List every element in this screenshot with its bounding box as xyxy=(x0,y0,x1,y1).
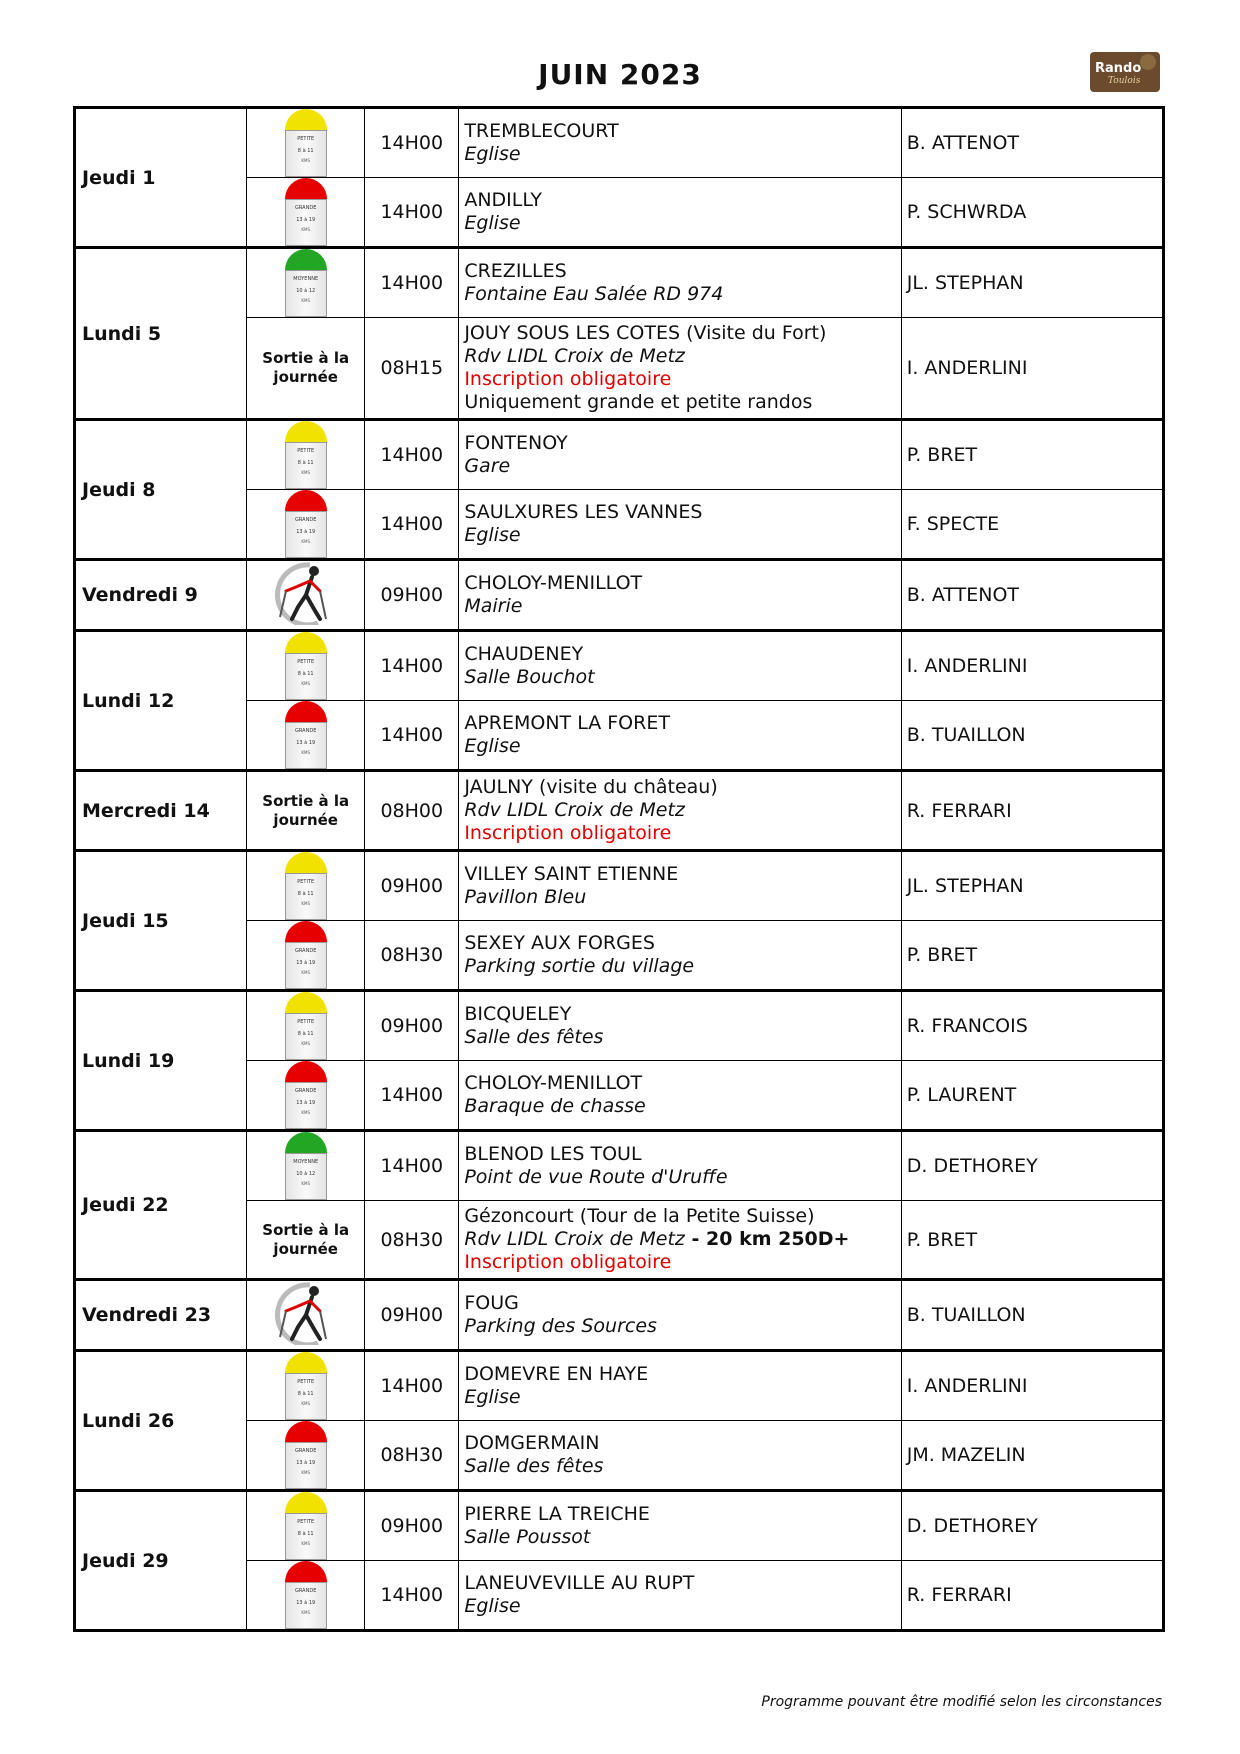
guide-cell: B. ATTENOT xyxy=(901,108,1163,178)
milestone-grande-icon xyxy=(285,921,327,989)
place-cell xyxy=(459,1280,901,1351)
meeting-location xyxy=(464,283,896,306)
meeting-location-text: Salle Poussot xyxy=(464,1526,591,1548)
meeting-location-text: Salle Bouchot xyxy=(464,666,595,688)
meeting-location-text: Salle des fêtes xyxy=(464,1455,604,1477)
place-cell xyxy=(459,921,901,991)
place-name: BICQUELEY xyxy=(464,1003,572,1025)
guide-cell: R. FERRARI xyxy=(901,771,1163,851)
distance-elevation: 20 km 250D+ xyxy=(706,1228,850,1250)
level-icon-cell xyxy=(247,1351,365,1421)
time-cell: 14H00 xyxy=(365,701,459,771)
time-cell: 09H00 xyxy=(365,991,459,1061)
sortie-line-1: Sortie à la xyxy=(262,349,350,367)
place-name: LANEUVEVILLE AU RUPT xyxy=(464,1572,695,1594)
place-cell xyxy=(459,771,901,851)
meeting-location xyxy=(464,1455,896,1478)
milestone-level-label: GRANDE xyxy=(295,1088,317,1094)
meeting-location xyxy=(464,955,896,978)
day-cell: Jeudi 8 xyxy=(75,420,247,560)
guide-cell: JL. STEPHAN xyxy=(901,248,1163,318)
time-cell: 14H00 xyxy=(365,178,459,248)
place-cell xyxy=(459,1491,901,1561)
place-name: JAULNY (visite du château) xyxy=(464,776,718,798)
nordic-walking-icon xyxy=(270,561,342,629)
meeting-location xyxy=(464,1595,896,1618)
place-cell xyxy=(459,178,901,248)
milestone-distance: 13 à 19 xyxy=(296,529,316,535)
guide-cell: B. TUAILLON xyxy=(901,701,1163,771)
milestone-cap xyxy=(285,1352,327,1374)
day-cell: Lundi 12 xyxy=(75,631,247,771)
milestone-unit: KMS xyxy=(301,227,311,232)
milestone-cap xyxy=(285,1421,327,1443)
sortie-journee-label xyxy=(247,792,364,830)
outing-row xyxy=(75,851,1164,921)
milestone-distance: 8 à 11 xyxy=(297,891,314,897)
day-cell: Vendredi 9 xyxy=(75,560,247,631)
guide-cell: I. ANDERLINI xyxy=(901,631,1163,701)
meeting-location-text: Eglise xyxy=(464,1595,521,1617)
day-cell: Lundi 5 xyxy=(75,248,247,420)
milestone-level-label: PETITE xyxy=(297,1019,315,1025)
tree-icon xyxy=(1140,54,1156,70)
guide-cell: R. FERRARI xyxy=(901,1561,1163,1631)
day-cell: Lundi 19 xyxy=(75,991,247,1131)
milestone-level-label: GRANDE xyxy=(295,205,317,211)
milestone-grande-icon xyxy=(285,1561,327,1629)
nordic-walking-icon xyxy=(270,1281,342,1349)
milestone-level-label: GRANDE xyxy=(295,1588,317,1594)
milestone-cap xyxy=(285,992,327,1014)
milestone-level-label: MOYENNE xyxy=(293,1159,319,1165)
milestone-petite-icon xyxy=(285,852,327,920)
milestone-moyenne-icon xyxy=(285,1132,327,1200)
milestone-unit: KMS xyxy=(301,539,311,544)
meeting-location-text: Eglise xyxy=(464,143,521,165)
meeting-location-text: Pavillon Bleu xyxy=(464,886,587,908)
time-cell: 14H00 xyxy=(365,631,459,701)
milestone-distance: 13 à 19 xyxy=(296,1460,316,1466)
milestone-unit: KMS xyxy=(301,1041,311,1046)
time-cell: 08H15 xyxy=(365,318,459,420)
meeting-location xyxy=(464,455,896,478)
place-name: SAULXURES LES VANNES xyxy=(464,501,703,523)
guide-cell: JM. MAZELIN xyxy=(901,1421,1163,1491)
meeting-location xyxy=(464,143,896,166)
level-icon-cell xyxy=(247,178,365,248)
guide-cell: D. DETHOREY xyxy=(901,1491,1163,1561)
meeting-location xyxy=(464,1386,896,1409)
milestone-level-label: PETITE xyxy=(297,1379,315,1385)
meeting-location-text: Eglise xyxy=(464,1386,521,1408)
meeting-location-text: Eglise xyxy=(464,212,521,234)
place-name: SEXEY AUX FORGES xyxy=(464,932,655,954)
meeting-location xyxy=(464,345,896,368)
program-table xyxy=(73,106,1165,1632)
milestone-cap xyxy=(285,632,327,654)
milestone-cap xyxy=(285,1061,327,1083)
meeting-location-text: Parking des Sources xyxy=(464,1315,657,1337)
registration-notice: Inscription obligatoire xyxy=(464,1251,672,1273)
level-icon-cell xyxy=(247,1491,365,1561)
level-icon-cell xyxy=(247,248,365,318)
place-name: CHOLOY-MENILLOT xyxy=(464,1072,643,1094)
place-name: DOMEVRE EN HAYE xyxy=(464,1363,649,1385)
sortie-line-1: Sortie à la xyxy=(262,1220,350,1239)
milestone-distance: 13 à 19 xyxy=(296,217,316,223)
meeting-location xyxy=(464,1095,896,1118)
registration-notice: Inscription obligatoire xyxy=(464,368,672,390)
milestone-petite-icon xyxy=(285,1492,327,1560)
milestone-distance: 8 à 11 xyxy=(297,1391,314,1397)
level-icon-cell xyxy=(247,490,365,560)
milestone-distance: 8 à 11 xyxy=(297,1531,314,1537)
time-cell: 14H00 xyxy=(365,1351,459,1421)
guide-cell: B. ATTENOT xyxy=(901,560,1163,631)
milestone-unit: KMS xyxy=(301,1181,311,1186)
meeting-location-text: Eglise xyxy=(464,524,521,546)
milestone-level-label: GRANDE xyxy=(295,517,317,523)
guide-cell: I. ANDERLINI xyxy=(901,318,1163,420)
logo-subtext: Toulois xyxy=(1108,76,1141,86)
place-name: CHAUDENEY xyxy=(464,643,584,665)
sortie-journee-label xyxy=(247,349,364,387)
place-cell xyxy=(459,701,901,771)
sortie-journee-label xyxy=(247,1221,364,1259)
meeting-location xyxy=(464,524,896,547)
place-name: APREMONT LA FORET xyxy=(464,712,670,734)
extra-note: Uniquement grande et petite randos xyxy=(464,391,813,413)
time-cell: 08H30 xyxy=(365,1201,459,1280)
time-cell: 14H00 xyxy=(365,1061,459,1131)
place-name: Gézoncourt (Tour de la Petite Suisse) xyxy=(464,1205,815,1227)
milestone-grande-icon xyxy=(285,1421,327,1489)
place-cell xyxy=(459,318,901,420)
rando-logo xyxy=(1090,52,1160,92)
time-cell: 14H00 xyxy=(365,108,459,178)
milestone-unit: KMS xyxy=(301,1110,311,1115)
guide-cell: P. SCHWRDA xyxy=(901,178,1163,248)
milestone-unit: KMS xyxy=(301,470,311,475)
meeting-location-text: Salle des fêtes xyxy=(464,1026,604,1048)
milestone-distance: 10 à 12 xyxy=(296,1171,316,1177)
place-name: PIERRE LA TREICHE xyxy=(464,1503,650,1525)
place-name: DOMGERMAIN xyxy=(464,1432,600,1454)
meeting-location xyxy=(464,1166,896,1189)
time-cell: 09H00 xyxy=(365,1280,459,1351)
milestone-unit: KMS xyxy=(301,158,311,163)
milestone-level-label: PETITE xyxy=(297,879,315,885)
time-cell: 09H00 xyxy=(365,560,459,631)
level-icon-cell xyxy=(247,1201,365,1280)
meeting-location-text: Mairie xyxy=(464,595,523,617)
milestone-cap xyxy=(285,1561,327,1583)
milestone-moyenne-icon xyxy=(285,249,327,317)
outing-row xyxy=(75,420,1164,490)
milestone-grande-icon xyxy=(285,490,327,558)
meeting-location-text: Fontaine Eau Salée RD 974 xyxy=(464,283,724,305)
level-icon-cell xyxy=(247,420,365,490)
meeting-location xyxy=(464,1026,896,1049)
day-cell: Jeudi 22 xyxy=(75,1131,247,1280)
milestone-petite-icon xyxy=(285,1352,327,1420)
place-name: FONTENOY xyxy=(464,432,568,454)
level-icon-cell xyxy=(247,991,365,1061)
milestone-cap xyxy=(285,1132,327,1154)
milestone-unit: KMS xyxy=(301,1610,311,1615)
place-name: JOUY SOUS LES COTES (Visite du Fort) xyxy=(464,322,827,344)
outing-row xyxy=(75,560,1164,631)
place-cell xyxy=(459,108,901,178)
place-name: ANDILLY xyxy=(464,189,543,211)
meeting-location-text: Parking sortie du village xyxy=(464,955,695,977)
outing-row xyxy=(75,1131,1164,1201)
place-cell xyxy=(459,490,901,560)
level-icon-cell xyxy=(247,560,365,631)
time-cell: 14H00 xyxy=(365,490,459,560)
milestone-level-label: PETITE xyxy=(297,659,315,665)
day-cell: Jeudi 15 xyxy=(75,851,247,991)
milestone-petite-icon xyxy=(285,992,327,1060)
level-icon-cell xyxy=(247,701,365,771)
place-name: BLENOD LES TOUL xyxy=(464,1143,642,1165)
guide-cell: B. TUAILLON xyxy=(901,1280,1163,1351)
level-icon-cell xyxy=(247,318,365,420)
milestone-level-label: PETITE xyxy=(297,448,315,454)
milestone-unit: KMS xyxy=(301,970,311,975)
meeting-location xyxy=(464,799,896,822)
guide-cell: I. ANDERLINI xyxy=(901,1351,1163,1421)
milestone-distance: 13 à 19 xyxy=(296,960,316,966)
milestone-distance: 8 à 11 xyxy=(297,671,314,677)
day-cell: Jeudi 29 xyxy=(75,1491,247,1631)
milestone-distance: 8 à 11 xyxy=(297,1031,314,1037)
milestone-distance: 13 à 19 xyxy=(296,1100,316,1106)
meeting-location-text: Baraque de chasse xyxy=(464,1095,646,1117)
place-cell xyxy=(459,1421,901,1491)
meeting-location xyxy=(464,595,896,618)
level-icon-cell xyxy=(247,771,365,851)
milestone-unit: KMS xyxy=(301,901,311,906)
meeting-location xyxy=(464,666,896,689)
meeting-location xyxy=(464,886,896,909)
place-cell xyxy=(459,1351,901,1421)
meeting-location-text: Point de vue Route d'Uruffe xyxy=(464,1166,728,1188)
day-cell: Lundi 26 xyxy=(75,1351,247,1491)
day-cell: Jeudi 1 xyxy=(75,108,247,248)
logo-text: Rando xyxy=(1095,61,1142,76)
level-icon-cell xyxy=(247,631,365,701)
guide-cell: P. BRET xyxy=(901,420,1163,490)
meeting-location-text: Rdv LIDL Croix de Metz xyxy=(464,1228,685,1250)
outing-row xyxy=(75,1491,1164,1561)
meeting-location-text: Eglise xyxy=(464,735,521,757)
milestone-cap xyxy=(285,1492,327,1514)
milestone-distance: 10 à 12 xyxy=(296,288,316,294)
time-cell: 08H30 xyxy=(365,1421,459,1491)
level-icon-cell xyxy=(247,921,365,991)
place-name: CHOLOY-MENILLOT xyxy=(464,572,643,594)
milestone-grande-icon xyxy=(285,1061,327,1129)
milestone-cap xyxy=(285,921,327,943)
meeting-location xyxy=(464,1315,896,1338)
place-name: TREMBLECOURT xyxy=(464,120,619,142)
milestone-cap xyxy=(285,178,327,200)
guide-cell: JL. STEPHAN xyxy=(901,851,1163,921)
milestone-cap xyxy=(285,249,327,271)
guide-cell: P. LAURENT xyxy=(901,1061,1163,1131)
place-cell xyxy=(459,1201,901,1280)
milestone-unit: KMS xyxy=(301,1401,311,1406)
level-icon-cell xyxy=(247,1561,365,1631)
milestone-cap xyxy=(285,852,327,874)
milestone-petite-icon xyxy=(285,421,327,489)
place-cell xyxy=(459,991,901,1061)
milestone-cap xyxy=(285,109,327,131)
time-cell: 14H00 xyxy=(365,1131,459,1201)
milestone-distance: 13 à 19 xyxy=(296,1600,316,1606)
outing-row xyxy=(75,631,1164,701)
milestone-cap xyxy=(285,701,327,723)
milestone-unit: KMS xyxy=(301,298,311,303)
meeting-location-text: Rdv LIDL Croix de Metz xyxy=(464,799,685,821)
time-cell: 08H30 xyxy=(365,921,459,991)
outing-row xyxy=(75,1351,1164,1421)
place-cell xyxy=(459,1061,901,1131)
milestone-level-label: PETITE xyxy=(297,136,315,142)
footer-note: Programme pouvant être modifié selon les circonstances xyxy=(761,1694,1162,1710)
outing-row xyxy=(75,1280,1164,1351)
milestone-petite-icon xyxy=(285,632,327,700)
milestone-level-label: PETITE xyxy=(297,1519,315,1525)
milestone-cap xyxy=(285,490,327,512)
place-name: FOUG xyxy=(464,1292,519,1314)
registration-notice: Inscription obligatoire xyxy=(464,822,672,844)
place-cell xyxy=(459,560,901,631)
guide-cell: D. DETHOREY xyxy=(901,1131,1163,1201)
milestone-unit: KMS xyxy=(301,1541,311,1546)
milestone-level-label: GRANDE xyxy=(295,1448,317,1454)
place-cell xyxy=(459,248,901,318)
milestone-cap xyxy=(285,421,327,443)
page-title: JUIN 2023 xyxy=(538,58,702,91)
level-icon-cell xyxy=(247,1421,365,1491)
place-name: VILLEY SAINT ETIENNE xyxy=(464,863,679,885)
level-icon-cell xyxy=(247,108,365,178)
time-cell: 14H00 xyxy=(365,1561,459,1631)
day-cell: Mercredi 14 xyxy=(75,771,247,851)
milestone-grande-icon xyxy=(285,701,327,769)
time-cell: 14H00 xyxy=(365,248,459,318)
meeting-location xyxy=(464,1526,896,1549)
milestone-unit: KMS xyxy=(301,1470,311,1475)
time-cell: 09H00 xyxy=(365,851,459,921)
place-cell xyxy=(459,1131,901,1201)
meeting-location xyxy=(464,212,896,235)
level-icon-cell xyxy=(247,1061,365,1131)
sortie-line-2: journée xyxy=(273,810,338,829)
outing-row xyxy=(75,248,1164,318)
place-name: CREZILLES xyxy=(464,260,567,282)
outing-row xyxy=(75,108,1164,178)
sortie-line-2: journée xyxy=(273,368,338,386)
location-separator: - xyxy=(684,1228,707,1250)
sortie-line-2: journée xyxy=(273,1239,338,1258)
level-icon-cell xyxy=(247,851,365,921)
outing-row xyxy=(75,771,1164,851)
milestone-petite-icon xyxy=(285,109,327,177)
place-cell xyxy=(459,420,901,490)
milestone-distance: 13 à 19 xyxy=(296,740,316,746)
milestone-distance: 8 à 11 xyxy=(297,460,314,466)
place-cell xyxy=(459,851,901,921)
guide-cell: R. FRANCOIS xyxy=(901,991,1163,1061)
place-cell xyxy=(459,1561,901,1631)
guide-cell: P. BRET xyxy=(901,921,1163,991)
level-icon-cell xyxy=(247,1280,365,1351)
meeting-location xyxy=(464,735,896,758)
time-cell: 09H00 xyxy=(365,1491,459,1561)
milestone-level-label: MOYENNE xyxy=(293,276,319,282)
meeting-location xyxy=(464,1228,896,1251)
day-cell: Vendredi 23 xyxy=(75,1280,247,1351)
milestone-distance: 8 à 11 xyxy=(297,148,314,154)
milestone-grande-icon xyxy=(285,178,327,246)
sortie-line-1: Sortie à la xyxy=(262,791,350,810)
milestone-unit: KMS xyxy=(301,750,311,755)
time-cell: 14H00 xyxy=(365,420,459,490)
meeting-location-text: Rdv LIDL Croix de Metz xyxy=(464,345,685,367)
guide-cell: F. SPECTE xyxy=(901,490,1163,560)
milestone-level-label: GRANDE xyxy=(295,948,317,954)
outing-row xyxy=(75,991,1164,1061)
guide-cell: P. BRET xyxy=(901,1201,1163,1280)
time-cell: 08H00 xyxy=(365,771,459,851)
milestone-unit: KMS xyxy=(301,681,311,686)
level-icon-cell xyxy=(247,1131,365,1201)
place-cell xyxy=(459,631,901,701)
milestone-level-label: GRANDE xyxy=(295,728,317,734)
meeting-location-text: Gare xyxy=(464,455,511,477)
